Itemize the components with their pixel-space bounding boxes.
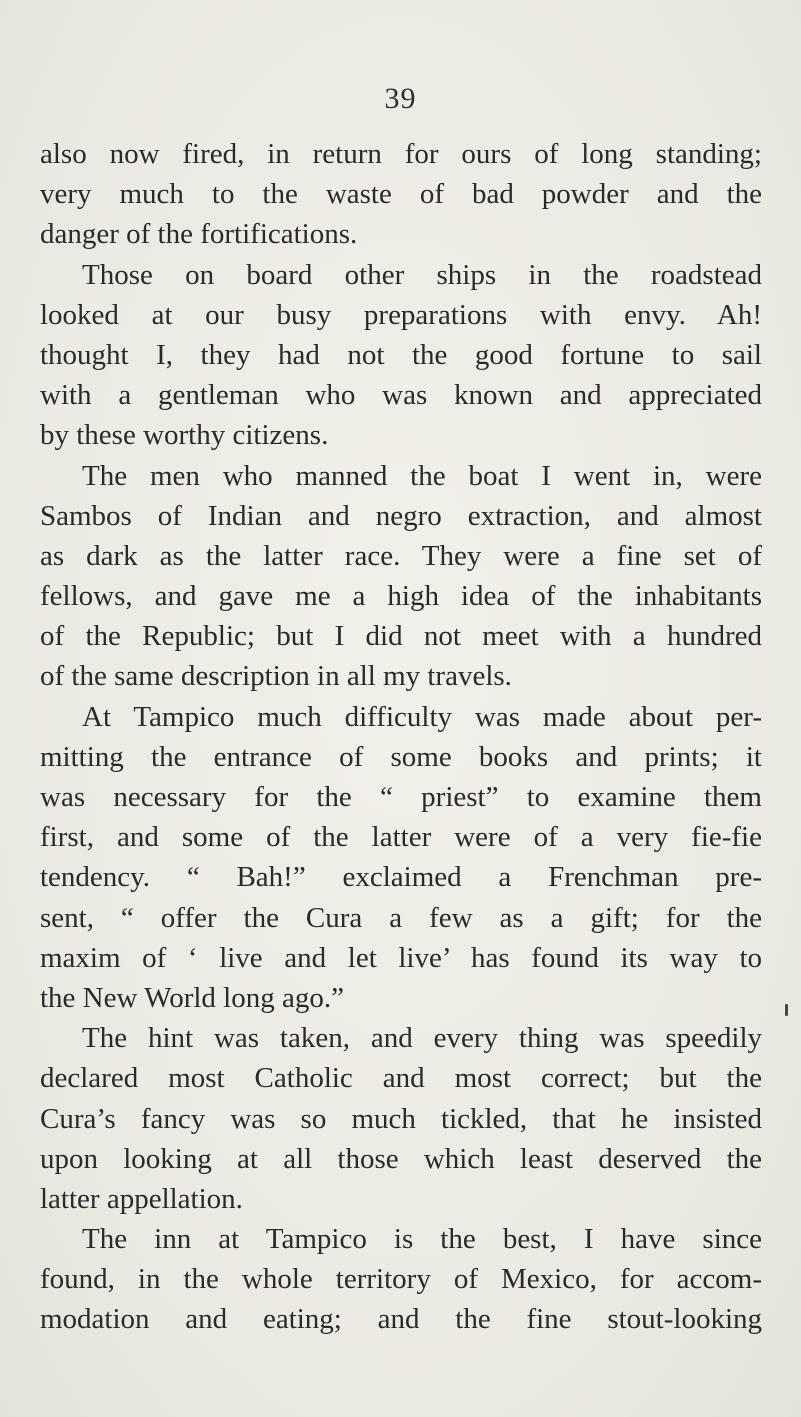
text-line: of the Republic; but I did not meet with a hundred [40,620,762,653]
text-line: was necessary for the “ priest” to examine them [40,781,762,813]
text-line: looked at our busy preparations with envy. Ah! [40,298,762,331]
body-text [40,134,762,1340]
text-line: by these worthy citizens. [40,419,329,452]
text-line: The men who manned the boat I went in, were [82,459,762,492]
text-line: of the same description in all my travels. [40,660,512,693]
page-number: 39 [384,82,417,115]
text-line: tendency. “ Bah!” exclaimed a Frenchman pre- [40,861,762,894]
text-line: mitting the entrance of some books and prints; it [40,740,762,773]
text-line: found, in the whole territory of Mexico, for accom- [40,1263,762,1296]
text-line: declared most Catholic and most correct; but the [40,1062,762,1095]
text-line: as dark as the latter race. They were a fine set of [40,539,762,572]
text-line: Those on board other ships in the roadstead [82,258,762,291]
text-line: very much to the waste of bad powder and the [40,178,762,211]
text-line: the New World long ago.” [40,981,344,1014]
text-line: also now fired, in return for ours of long standing; [40,138,762,170]
text-line: Sambos of Indian and negro extraction, and almost [40,499,762,532]
text-line: with a gentleman who was known and appreciated [40,379,762,412]
text-line: latter appellation. [40,1182,243,1215]
ink-speck [785,1004,788,1016]
text-line: Cura’s fancy was so much tickled, that he insisted [40,1102,762,1135]
text-line: At Tampico much difficulty was made about per- [82,700,762,733]
text-line: maxim of ‘ live and let live’ has found its way to [40,941,762,974]
text-line: The inn at Tampico is the best, I have since [82,1223,762,1256]
text-line: The hint was taken, and every thing was speedily [82,1022,762,1055]
text-line: fellows, and gave me a high idea of the inhabitants [40,580,762,613]
text-line: thought I, they had not the good fortune to sail [40,338,762,371]
text-line: sent, “ offer the Cura a few as a gift; for the [40,901,762,934]
text-line: first, and some of the latter were of a very fie-fie [40,821,762,854]
text-line: danger of the fortifications. [40,218,358,251]
text-line: upon looking at all those which least deserved the [40,1142,762,1175]
text-line: modation and eating; and the fine stout-looking [40,1303,762,1336]
